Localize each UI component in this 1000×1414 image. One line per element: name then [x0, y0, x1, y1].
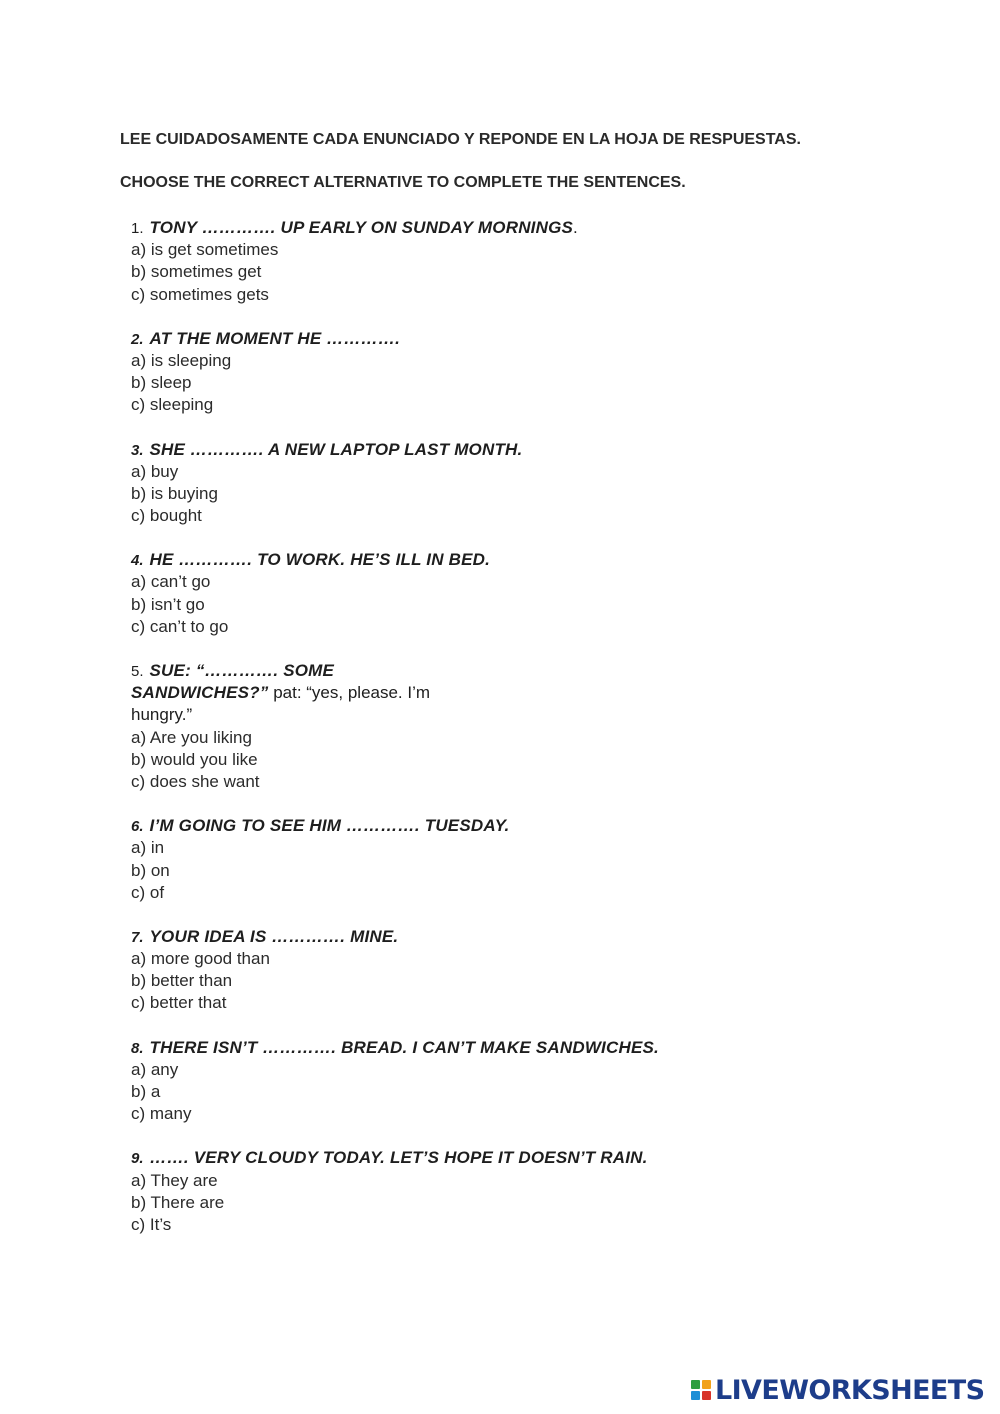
option-a[interactable]: a) They are [131, 1170, 218, 1190]
liveworksheets-logo-text: LIVEWORKSHEETS [715, 1374, 985, 1406]
option-b[interactable]: b) There are [131, 1192, 225, 1212]
option-a[interactable]: a) in [131, 838, 165, 858]
question-text: HE …………. TO WORK. HE’S ILL IN BED. [149, 550, 491, 570]
question-7 [131, 926, 691, 1015]
option-b[interactable]: b) on [131, 860, 170, 880]
question-number: 1. [131, 220, 144, 237]
question-number: 2. [131, 330, 144, 348]
question-4 [131, 549, 691, 638]
logo-square-red [702, 1391, 711, 1400]
question-text: SHE …………. A NEW LAPTOP LAST MONTH. [149, 439, 523, 459]
question-1 [131, 217, 691, 306]
question-stem [131, 815, 691, 837]
question-text: I’M GOING TO SEE HIM …………. TUESDAY. [149, 816, 510, 836]
question-number: 7. [131, 928, 144, 946]
option-a[interactable]: a) Are you liking [131, 727, 252, 747]
question-stem [131, 328, 691, 350]
question-stem [131, 1037, 691, 1059]
logo-square-green [691, 1380, 700, 1389]
question-text: SUE: “…………. SOME [149, 661, 335, 680]
option-a[interactable]: a) buy [131, 461, 179, 481]
instructions-spanish: LEE CUIDADOSAMENTE CADA ENUNCIADO Y REPONDE EN LA HOJA DE RESPUESTAS. [120, 131, 801, 148]
question-8 [131, 1037, 691, 1126]
question-text-line-2: SANDWICHES?” [131, 683, 269, 703]
option-b[interactable]: b) would you like [131, 749, 258, 769]
liveworksheets-logo-icon [691, 1380, 711, 1400]
option-a[interactable]: a) can’t go [131, 572, 211, 592]
option-b[interactable]: b) better than [131, 971, 233, 991]
option-c[interactable]: c) can’t to go [131, 616, 229, 636]
question-stem [131, 217, 691, 239]
option-b[interactable]: b) isn’t go [131, 594, 205, 614]
option-c[interactable]: c) does she want [131, 771, 260, 791]
question-stem [131, 926, 691, 948]
liveworksheets-logo [691, 1375, 984, 1405]
option-c[interactable]: c) many [131, 1104, 192, 1124]
option-a[interactable]: a) more good than [131, 949, 270, 969]
option-b[interactable]: b) is buying [131, 483, 218, 503]
question-9 [131, 1147, 691, 1236]
option-b[interactable]: b) a [131, 1082, 161, 1101]
option-a[interactable]: a) is sleeping [131, 350, 232, 370]
question-2 [131, 328, 691, 417]
option-b[interactable]: b) sometimes get [131, 262, 262, 282]
question-stem-continued [131, 682, 691, 704]
question-5 [131, 660, 691, 793]
instructions-english: CHOOSE THE CORRECT ALTERNATIVE TO COMPLETE THE SENTENCES. [120, 174, 686, 191]
question-stem [131, 549, 691, 571]
question-text: YOUR IDEA IS …………. MINE. [149, 926, 399, 946]
question-6 [131, 815, 691, 904]
question-number: 9. [131, 1150, 144, 1168]
option-c[interactable]: c) sometimes gets [131, 284, 269, 304]
option-a[interactable]: a) any [131, 1059, 179, 1079]
option-c[interactable]: c) better that [131, 993, 227, 1013]
question-stem [131, 1147, 691, 1169]
question-stem [131, 660, 691, 682]
option-c[interactable]: c) of [131, 882, 165, 902]
question-number: 6. [131, 818, 144, 836]
question-number: 3. [131, 441, 144, 459]
question-text: THERE ISN’T …………. BREAD. I CAN’T MAKE SANDWICHES. [149, 1037, 659, 1057]
question-text-line-3: hungry.” [131, 705, 193, 725]
logo-square-orange [702, 1380, 711, 1389]
question-stem [131, 439, 691, 461]
logo-square-blue [691, 1391, 700, 1400]
question-3 [131, 439, 691, 528]
option-b[interactable]: b) sleep [131, 373, 192, 393]
question-list [131, 217, 691, 1258]
question-text: TONY …………. UP EARLY ON SUNDAY MORNINGS [149, 218, 574, 237]
question-text-line-2-trail: pat: “yes, please. I’m [268, 683, 431, 703]
option-c[interactable]: c) sleeping [131, 395, 214, 415]
question-number: 5. [131, 663, 144, 680]
option-a[interactable]: a) is get sometimes [131, 240, 279, 260]
option-c[interactable]: c) bought [131, 506, 202, 526]
question-text-trail: . [573, 218, 578, 237]
option-c[interactable]: c) It’s [131, 1214, 172, 1234]
question-number: 8. [131, 1039, 144, 1057]
question-text: AT THE MOMENT HE …………. [149, 328, 401, 348]
question-number: 4. [131, 552, 144, 570]
question-text: ……. VERY CLOUDY TODAY. LET’S HOPE IT DOESN’T RAIN. [149, 1148, 648, 1168]
